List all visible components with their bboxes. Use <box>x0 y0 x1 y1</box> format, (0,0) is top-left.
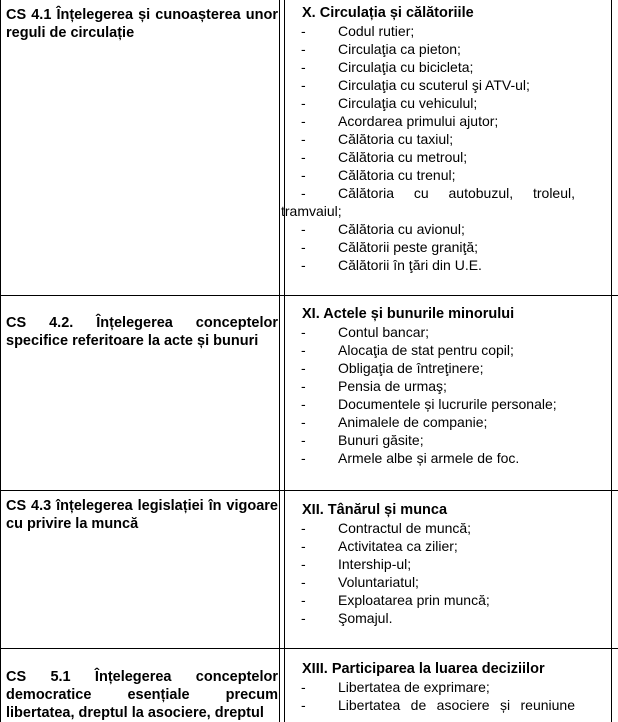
list-item: - Activitatea ca zilier; <box>301 538 458 554</box>
competence-text: CS 4.1 Înțelegerea și cunoașterea unor reguli de circulație <box>6 7 278 41</box>
list-item: - Armele albe și armele de foc. <box>301 450 520 466</box>
list-item: - Circulaţia cu bicicleta; <box>301 59 474 75</box>
section-title: X. Circulația și călătoriile <box>302 5 474 21</box>
list-item: - Călătoria cu trenul; <box>301 167 456 183</box>
list-item: - Voluntariatul; <box>301 574 419 590</box>
list-item: - Alocaţia de stat pentru copil; <box>301 342 514 358</box>
list-item: - Obligaţia de întreţinere; <box>301 360 484 376</box>
list-item: - Circulaţia cu vehiculul; <box>301 95 478 111</box>
list-item: - Călătoria cu avionul; <box>301 221 465 237</box>
list-item: - Contul bancar; <box>301 324 430 340</box>
list-item: - Exploatarea prin muncă; <box>301 592 490 608</box>
section-title: XII. Tânărul și munca <box>302 502 448 518</box>
row-separator <box>0 295 618 296</box>
topic-list <box>281 22 575 274</box>
list-item: - Libertatea de asociere și reuniune <box>301 697 575 713</box>
list-item: - Şomajul. <box>301 610 393 626</box>
list-item: - Codul rutier; <box>301 23 415 39</box>
row-separator <box>0 490 618 491</box>
list-item: - Pensia de urmaş; <box>301 378 447 394</box>
list-item: - Contractul de muncă; <box>301 520 472 536</box>
list-item: - Călătoria cu autobuzul, troleul, <box>301 185 575 201</box>
list-item: - Libertatea de exprimare; <box>301 679 490 695</box>
topic-list <box>285 323 575 467</box>
list-item: - Circulaţia cu scuterul şi ATV-ul; <box>301 77 530 93</box>
competence-text: CS 4.2. Înțelegerea conceptelor specifice referitoare la acte și bunuri <box>6 315 278 349</box>
list-item: - Animalele de companie; <box>301 414 488 430</box>
list-item: - Documentele și lucrurile personale; <box>301 396 557 412</box>
table-left-border <box>0 0 1 722</box>
competence-text: CS 4.3 înțelegerea legislației în vigoare cu privire la muncă <box>6 498 278 532</box>
topic-list <box>285 678 575 714</box>
list-item-continuation: tramvaiul; <box>281 203 342 219</box>
section-title: XI. Actele și bunurile minorului <box>302 306 515 322</box>
list-item: - Circulaţia ca pieton; <box>301 41 461 57</box>
competence-text: CS 5.1 Înțelegerea conceptelor democratice esențiale precum libertatea, dreptul la asociere, dreptul <box>6 669 278 721</box>
list-item: - Bunuri găsite; <box>301 432 424 448</box>
list-item: - Acordarea primului ajutor; <box>301 113 499 129</box>
section-title: XIII. Participarea la luarea deciziilor <box>302 661 545 677</box>
list-item: - Călătoria cu metroul; <box>301 149 468 165</box>
topic-list <box>285 519 575 627</box>
row-separator <box>0 648 618 649</box>
list-item: - Călătoria cu taxiul; <box>301 131 454 147</box>
table-right-border <box>611 0 612 722</box>
list-item: - Călătorii în ţări din U.E. <box>301 257 482 273</box>
list-item: - Călătorii peste graniţă; <box>301 239 479 255</box>
list-item: - Intership-ul; <box>301 556 412 572</box>
